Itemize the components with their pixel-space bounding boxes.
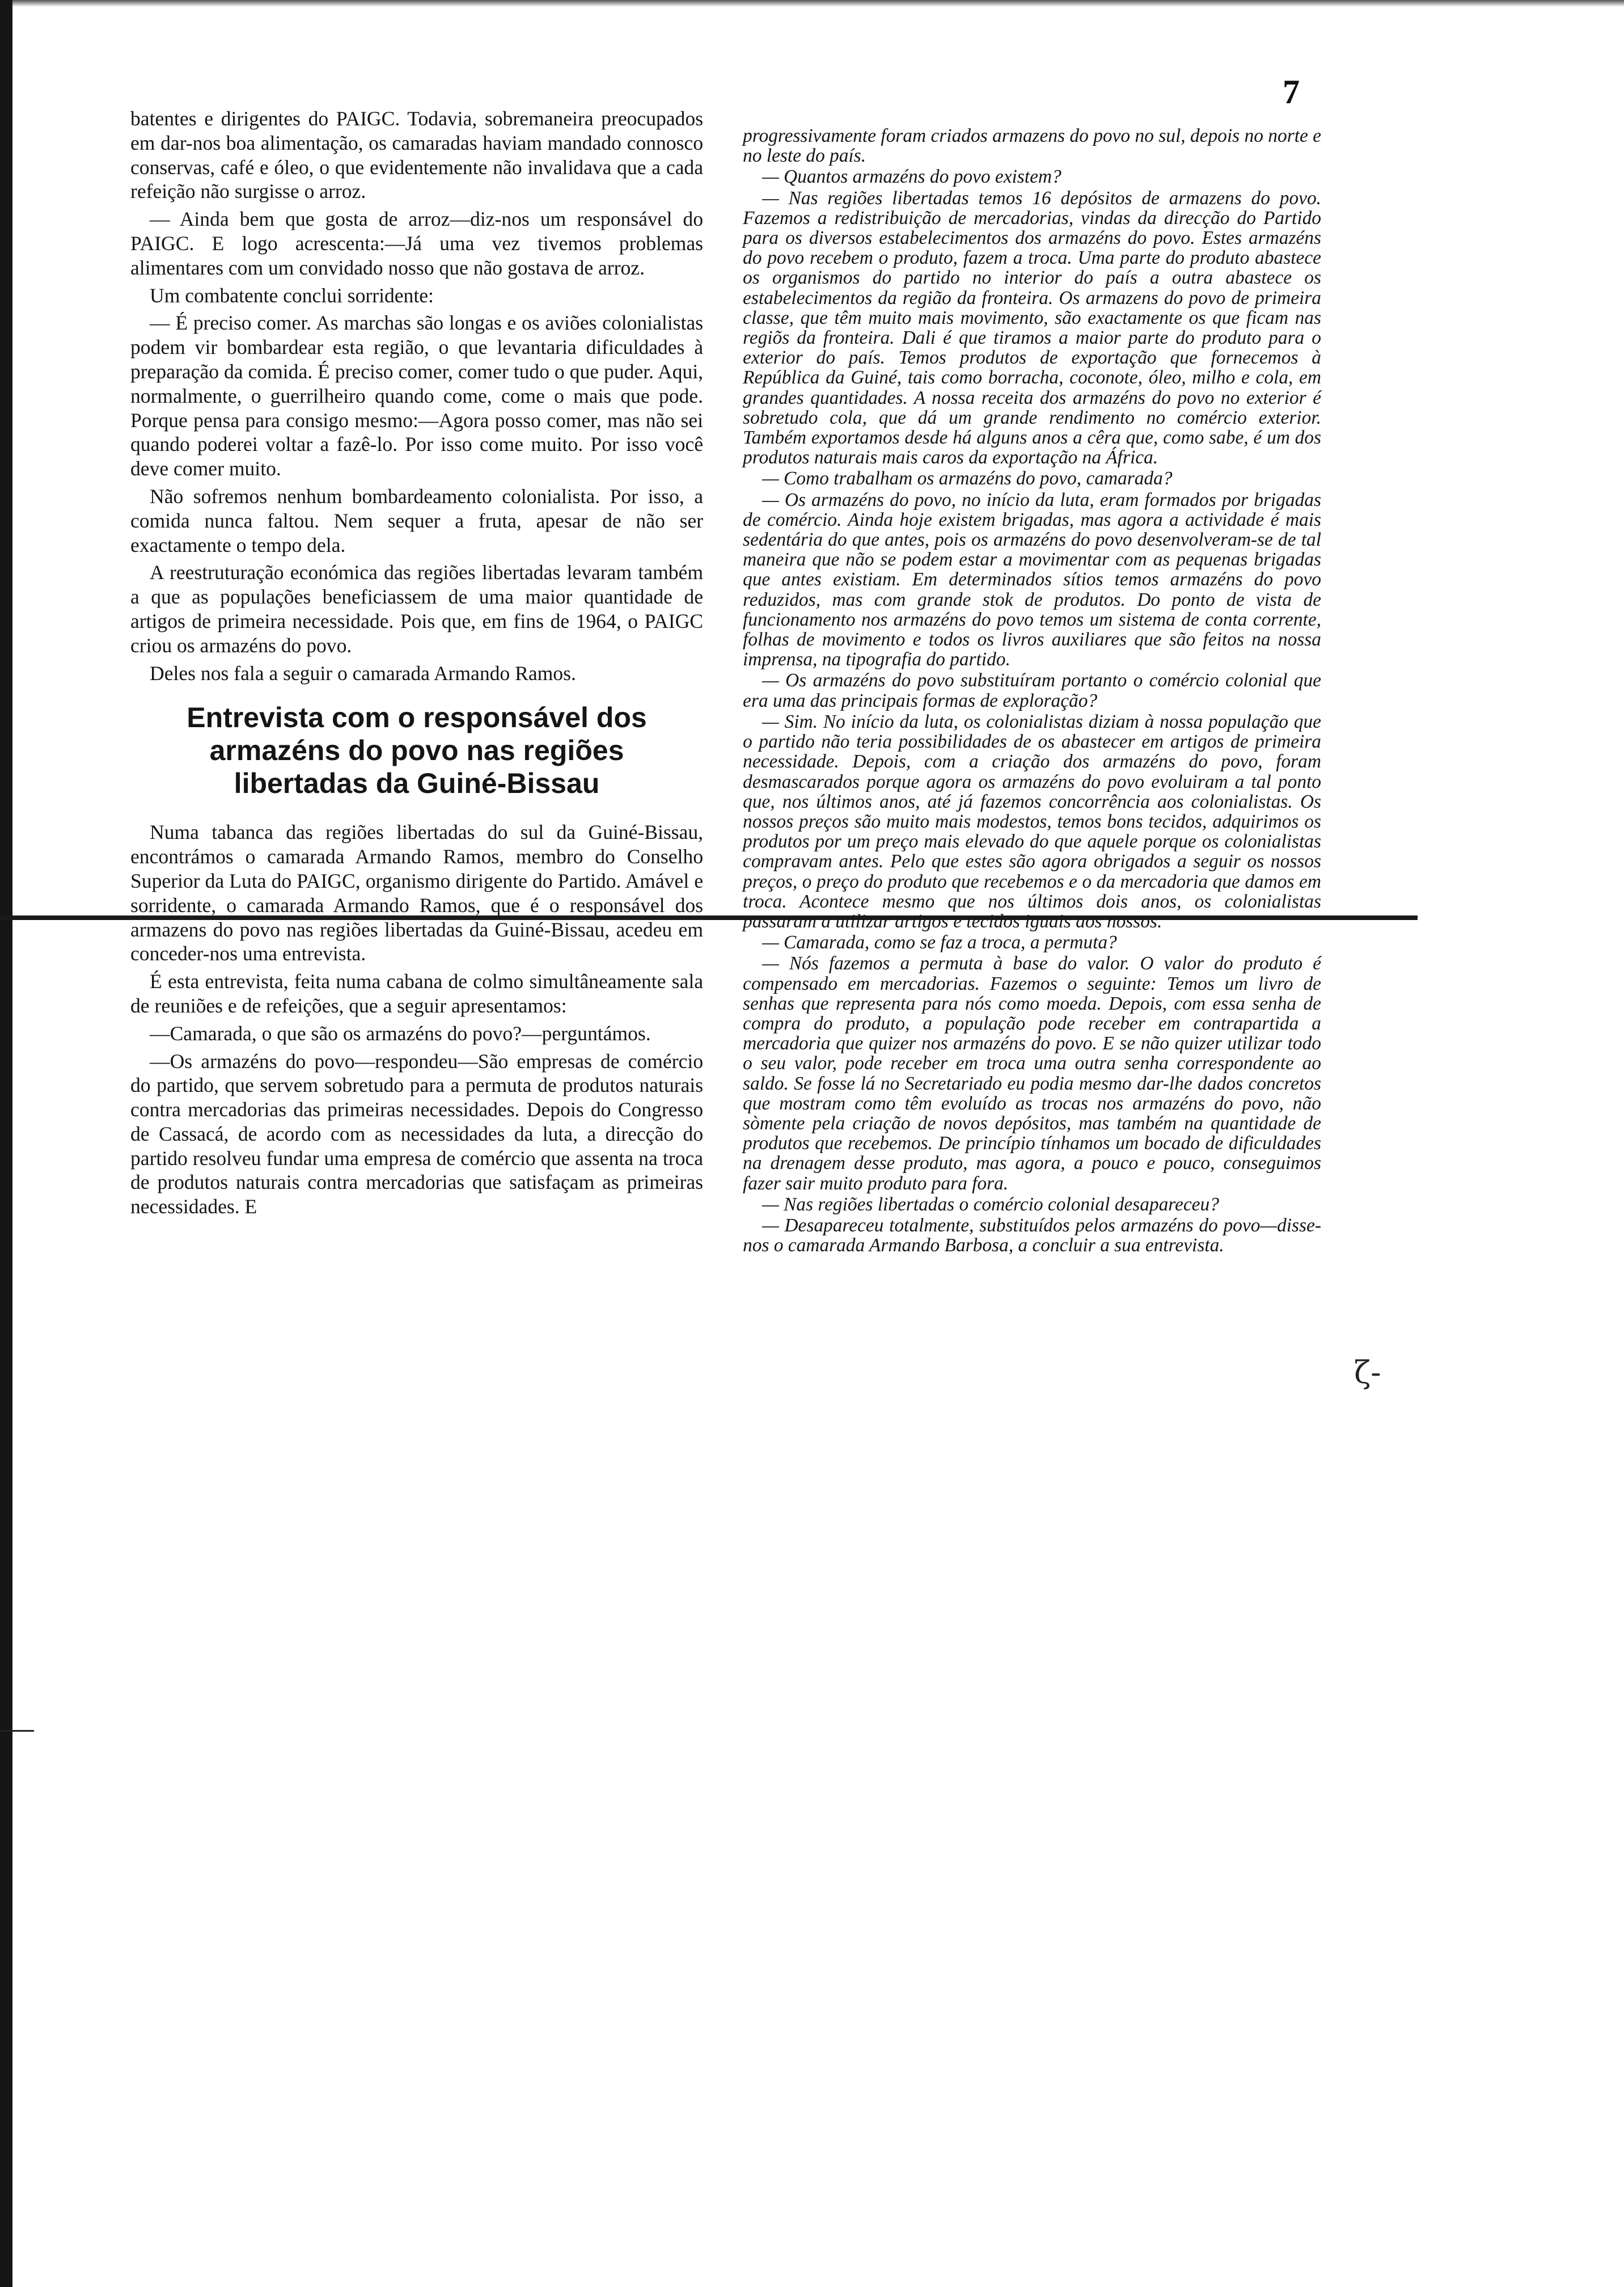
paragraph: A reestruturação económica das regiões libertadas levaram também a que as populações beneficiassem de uma maior quantidade de artigos de primeira necessidade. Pois que, em fins de 1964, o PAIGC criou os armazéns do povo. xyxy=(130,561,703,657)
paragraph: — Quantos armazéns do povo existem? xyxy=(762,166,1061,188)
paragraph: — Os armazéns do povo substituíram portanto o comércio colonial que era uma das principais formas de exploração? xyxy=(743,670,1321,711)
heading-line: Entrevista com o responsável dos xyxy=(187,702,647,734)
right-column xyxy=(743,126,1321,1256)
page-number: 7 xyxy=(1283,73,1300,111)
paragraph: — Sim. No início da luta, os colonialistas diziam à nossa população que o partido não teria possibilidades de os abastecer em artigos de primeira necessidade. Depois, com a criação dos armazéns do povo, foram desmascarados porque agora os armazéns do povo evoluiram a tal ponto que, nos últimos anos, até já fazemos concorrência aos colonialistas. Os nossos preços são muito mais modestos, temos bons tecidos, adquirimos os produtos por um preço mais elevado do que aquele porque os colonialistas compravam antes. Pelo que estes são agora obrigados a seguir os nossos preços, o preço do produto que recebemos e o da mercadoria que damos em troca. Acontece mesmo que nos últimos dois anos, os colonialistas passaram a utilizar artigos e tecidos iguais aos nossos. xyxy=(743,711,1321,932)
paragraph: Numa tabanca das regiões libertadas do sul da Guiné-Bissau, encontrámos o camarada Armando Ramos, membro do Conselho Superior da Luta do PAIGC, organismo dirigente do Partido. Amável e sorridente, o camarada Armando Ramos, que é o responsável dos armazens do povo nas regiões libertadas da Guiné-Bissau, acedeu em conceder-nos uma entrevista. xyxy=(130,821,703,965)
paragraph: — Os armazéns do povo, no início da luta, eram formados por brigadas de comércio. Ainda hoje existem brigadas, mas agora a actividade é mais sedentária do que antes, pois os armazéns do povo desenvolveram-se de tal maneira que não se podem estar a movimentar com as pequenas brigadas que antes existiam. Em determinados sítios temos armazéns do povo reduzidos, mas com grande stok de produtos. Do ponto de vista de funcionamento nos armazéns do povo temos um sistema de conta corrente, folhas de movimento e todos os livros auxiliares que são feitos na nossa imprensa, na tipografia do partido. xyxy=(743,489,1321,670)
paragraph: — Ainda bem que gosta de arroz—diz-nos um responsável do PAIGC. E logo acrescenta:—Já uma vez tivemos problemas alimentares com um convidado nosso que não gostava de arroz. xyxy=(130,208,703,279)
paragraph: — Nós fazemos a permuta à base do valor. O valor do produto é compensado em mercadorias. Fazemos o seguinte: Temos um livro de senhas que representa para nós como moeda. Depois, com essa senha de compra do produto, a população pode receber em contrapartida a mercadoria que quizer nos armazéns do povo. E se não quizer utilizar todo o seu valor, pode receber em troca uma outra senha correspondente ao saldo. Se fosse lá no Secretariado eu podia mesmo dar-lhe dados concretos que mostram como têm evoluído as trocas nos armazéns do povo, não sòmente pela criação de novos depósitos, mas também na quantidade de produtos que recebemos. De princípio tínhamos um bocado de dificuldades na drenagem desse produto, mas agora, a pouco e pouco, conseguimos fazer sair muito produto para fora. xyxy=(743,953,1321,1194)
heading-line: libertadas da Guiné-Bissau xyxy=(234,767,600,800)
paragraph: — Como trabalham os armazéns do povo, camarada? xyxy=(762,468,1173,490)
scan-top-edge xyxy=(0,0,1624,7)
article-heading xyxy=(130,701,703,800)
paragraph: — Desapareceu totalmente, substituídos pelos armazéns do povo—disse-nos o camarada Armando Barbosa, a concluir a sua entrevista. xyxy=(743,1214,1321,1256)
paragraph: Não sofremos nenhum bombardeamento colonialista. Por isso, a comida nunca faltou. Nem sequer a fruta, apesar de não ser exactamente o tempo dela. xyxy=(130,484,703,556)
heading-line: armazéns do povo nas regiões xyxy=(209,735,624,767)
scan-left-edge xyxy=(0,0,12,2287)
paragraph: — Camarada, como se faz a troca, a permuta? xyxy=(762,932,1117,953)
scan-fold-mark xyxy=(0,1730,34,1732)
paragraph: É esta entrevista, feita numa cabana de colmo simultâneamente sala de reuniões e de refeições, que a seguir apresentamos: xyxy=(130,970,703,1017)
paragraph: Um combatente conclui sorridente: xyxy=(150,284,434,307)
paragraph: —Os armazéns do povo—respondeu—São empresas de comércio do partido, que servem sobretudo para a permuta de produtos naturais contra mercadorias das primeiras necessidades. Depois do Congresso de Cassacá, de acordo com as necessidades da luta, a direcção do partido resolveu fundar uma empresa de comércio que assenta na troca de produtos naturais contra mercadorias que satisfaçam as primeiras necessidades. E xyxy=(130,1049,703,1218)
paragraph: — É preciso comer. As marchas são longas e os aviões colonialistas podem vir bombardear esta região, o que levantaria dificuldades à preparação da comida. É preciso comer, comer tudo o que puder. Aqui, normalmente, o guerrilheiro quando come, come o mais que pode. Porque pensa para consigo mesmo:—Agora posso comer, mas não sei quando poderei voltar a fazê-lo. Por isso come muito. Por isso você deve comer muito. xyxy=(130,311,703,480)
paragraph: — Nas regiões libertadas o comércio colonial desapareceu? xyxy=(762,1193,1219,1215)
paragraph: Deles nos fala a seguir o camarada Armando Ramos. xyxy=(150,661,576,685)
paragraph: progressivamente foram criados armazens do povo no sul, depois no norte e no leste do país. xyxy=(743,125,1321,167)
paragraph: batentes e dirigentes do PAIGC. Todavia, sobremaneira preocupados em dar-nos boa alimentação, os camaradas haviam mandado connosco conservas, café e óleo, o que evidentemente não invalidava que a cada refeição não surgisse o arroz. xyxy=(130,107,703,203)
paragraph: —Camarada, o que são os armazéns do povo?—perguntámos. xyxy=(150,1022,651,1045)
paragraph: — Nas regiões libertadas temos 16 depósitos de armazens do povo. Fazemos a redistribuição de mercadorias, vindas da direcção do Partido para os diversos estabelecimentos dos armazéns do povo. Estes armazéns do povo recebem o produto, fazem a troca. Uma parte do produto abastece os organismos do partido no interior do país a outra abastece os estabelecimentos da região da fronteira. Os armazens do povo de primeira classe, que têm muito mais movimento, são exactamente os que ficam nas regiõs da fronteira. Dali é que tiramos a maior parte do produto para o exterior do país. Temos produtos de exportação que fornecemos à República da Guiné, tais como borracha, coconote, óleo, milho e cola, em grandes quantidades. A nossa receita dos armazéns do povo no exterior é sobretudo cola, que dá um grande rendimento no comércio exterior. Também exportamos desde há alguns anos a cêra que, como sabe, é um dos produtos naturais mais caros da exportação na África. xyxy=(743,187,1321,469)
handwritten-margin-mark: ζ- xyxy=(1354,1355,1381,1390)
left-column xyxy=(130,107,703,1222)
